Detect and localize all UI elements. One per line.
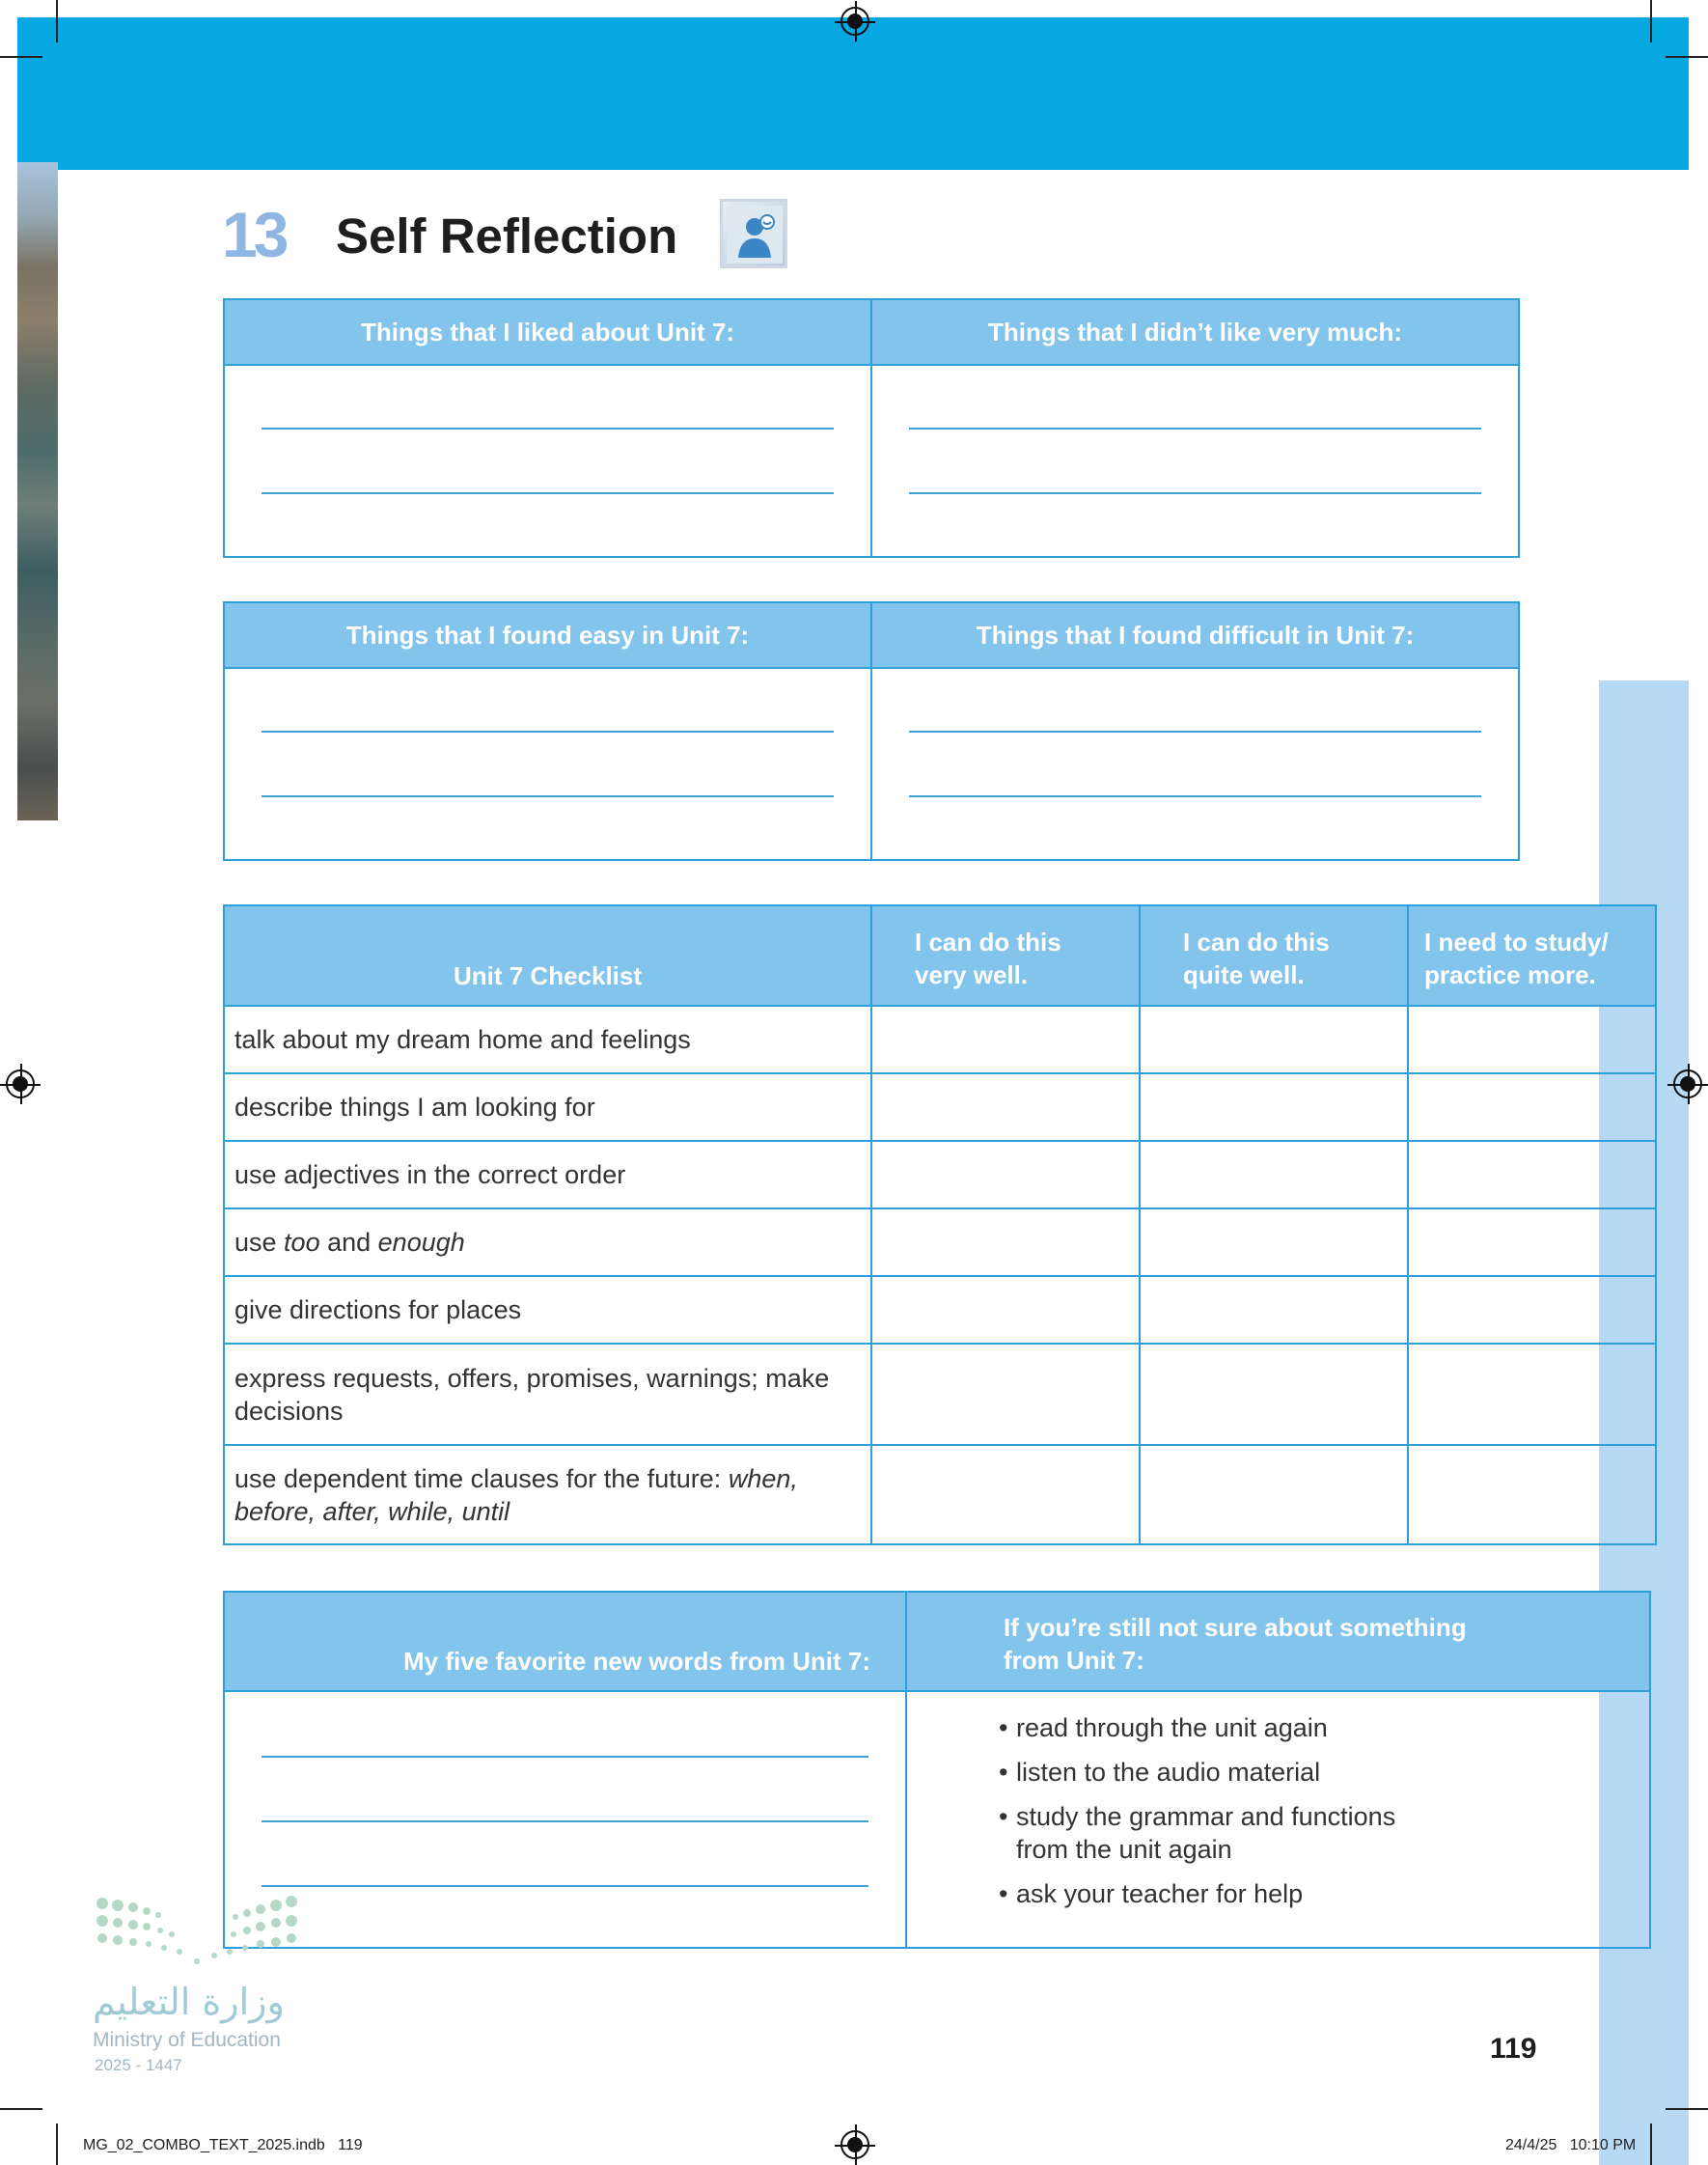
liked-answer-area[interactable]	[224, 365, 871, 557]
checklist-item: describe things I am looking for	[224, 1073, 871, 1141]
table-row	[224, 1141, 1656, 1208]
crop-mark	[1666, 56, 1708, 58]
checkbox-cell[interactable]	[871, 1141, 1140, 1208]
header-still-unsure: If you’re still not sure about something from Unit 7:	[906, 1592, 1650, 1691]
ministry-arabic-name: وزارة التعليم	[93, 1981, 285, 2023]
checkbox-cell[interactable]	[1140, 1141, 1408, 1208]
list-item: • ask your teacher for help	[999, 1877, 1649, 1910]
difficult-answer-area[interactable]	[871, 668, 1519, 860]
favorite-words-table	[223, 1591, 1651, 1949]
header-disliked: Things that I didn’t like very much:	[871, 299, 1519, 365]
crop-mark	[1650, 2123, 1652, 2165]
writing-line	[262, 795, 834, 797]
registration-mark-icon	[840, 2130, 869, 2159]
crop-mark	[0, 2108, 42, 2110]
header-liked: Things that I liked about Unit 7:	[224, 299, 871, 365]
checkbox-cell[interactable]	[871, 1006, 1140, 1073]
checkbox-cell[interactable]	[1140, 1208, 1408, 1276]
registration-mark-icon	[1673, 1069, 1702, 1098]
reflection-table-likes	[223, 298, 1520, 558]
footer-file-info: MG_02_COMBO_TEXT_2025.indb 119	[83, 2137, 363, 2153]
unit-number: 13	[222, 199, 286, 270]
page-number: 119	[1490, 2033, 1537, 2065]
checkbox-cell[interactable]	[1408, 1006, 1656, 1073]
table-row	[224, 1208, 1656, 1276]
unit-checklist-table	[223, 904, 1657, 1545]
checklist-item: use too and enough	[224, 1208, 871, 1276]
tips-list-area	[906, 1691, 1650, 1948]
table-row	[224, 1006, 1656, 1073]
col-need-practice: I need to study/ practice more.	[1408, 905, 1656, 1006]
registration-mark-icon	[6, 1069, 35, 1098]
checkbox-cell[interactable]	[871, 1073, 1140, 1141]
checkbox-cell[interactable]	[1408, 1073, 1656, 1141]
writing-line	[909, 795, 1481, 797]
checkbox-cell[interactable]	[1140, 1276, 1408, 1344]
col-quite-well: I can do this quite well.	[1140, 905, 1408, 1006]
table-row	[224, 1276, 1656, 1344]
footer-date: 24/4/25 10:10 PM	[1505, 2137, 1637, 2153]
list-item: • study the grammar and functions from the unit again	[999, 1800, 1649, 1866]
checkbox-cell[interactable]	[871, 1445, 1140, 1544]
disliked-answer-area[interactable]	[871, 365, 1519, 557]
page-title: Self Reflection	[336, 208, 678, 264]
checkbox-cell[interactable]	[871, 1344, 1140, 1445]
crop-mark	[1650, 0, 1652, 42]
table-row	[224, 1073, 1656, 1141]
side-photo-strip	[17, 162, 58, 820]
ministry-year: 2025 - 1447	[95, 2056, 182, 2074]
reflection-table-easy-difficult	[223, 601, 1520, 861]
table-row	[224, 1344, 1656, 1445]
checklist-title: Unit 7 Checklist	[224, 905, 871, 1006]
header-difficult: Things that I found difficult in Unit 7:	[871, 602, 1519, 668]
favorite-words-area[interactable]	[224, 1691, 906, 1948]
checkbox-cell[interactable]	[1140, 1073, 1408, 1141]
col-very-well: I can do this very well.	[871, 905, 1140, 1006]
checkbox-cell[interactable]	[871, 1208, 1140, 1276]
writing-line	[262, 1885, 868, 1887]
top-banner	[17, 17, 1689, 170]
checkbox-cell[interactable]	[1140, 1344, 1408, 1445]
checklist-item: give directions for places	[224, 1276, 871, 1344]
ministry-dots-logo-icon	[93, 1894, 305, 1971]
list-item: • listen to the audio material	[999, 1756, 1649, 1789]
easy-answer-area[interactable]	[224, 668, 871, 860]
checkbox-cell[interactable]	[1408, 1141, 1656, 1208]
checkbox-cell[interactable]	[1140, 1445, 1408, 1544]
checklist-item: talk about my dream home and feelings	[224, 1006, 871, 1073]
registration-mark-icon	[840, 7, 869, 36]
checkbox-cell[interactable]	[1408, 1344, 1656, 1445]
crop-mark	[1666, 2108, 1708, 2110]
self-reflection-icon	[720, 199, 787, 268]
checkbox-cell[interactable]	[1408, 1276, 1656, 1344]
crop-mark	[0, 56, 42, 58]
writing-line	[909, 492, 1481, 494]
checklist-item: use adjectives in the correct order	[224, 1141, 871, 1208]
checkbox-cell[interactable]	[1408, 1208, 1656, 1276]
checkbox-cell[interactable]	[871, 1276, 1140, 1344]
tips-list	[907, 1692, 1649, 1910]
ministry-english-name: Ministry of Education	[93, 2029, 281, 2051]
checkbox-cell[interactable]	[1408, 1445, 1656, 1544]
crop-mark	[56, 0, 58, 42]
checklist-item: use dependent time clauses for the future: when, before, after, while, until	[224, 1445, 871, 1544]
header-easy: Things that I found easy in Unit 7:	[224, 602, 871, 668]
table-row	[224, 1445, 1656, 1544]
checkbox-cell[interactable]	[1140, 1006, 1408, 1073]
writing-line	[262, 492, 834, 494]
crop-mark	[56, 2123, 58, 2165]
header-favorite-words: My five favorite new words from Unit 7:	[224, 1592, 906, 1691]
list-item: • read through the unit again	[999, 1711, 1649, 1744]
checklist-item: express requests, offers, promises, warnings; make decisions	[224, 1344, 871, 1445]
